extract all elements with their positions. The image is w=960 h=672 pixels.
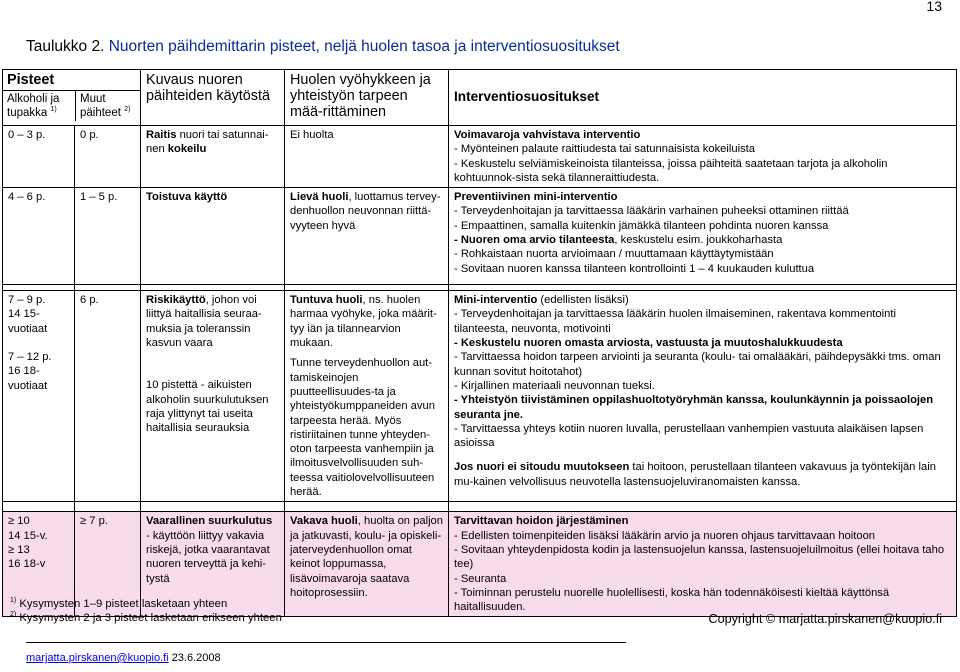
row3-int-title: Mini-interventio <box>454 294 538 307</box>
row4-muut: ≥ 7 p. <box>75 512 141 617</box>
row4-interventio <box>449 512 957 617</box>
row-gap <box>3 502 957 512</box>
list-item: - Kirjallinen materiaali neuvonnan tueksi. <box>454 379 655 392</box>
list-item: - Terveydenhoitajan ja tarvittaessa lääkärin varhainen puheeksi ottaminen riittää <box>454 205 849 218</box>
list-item: - Keskustelu selviämiskeinoista tilanteissa, joissa päihteitä saatetaan tarjota ja alkoholin kohtuunnok-sista sekä tilanneraittiudesta. <box>454 157 888 184</box>
footer-date: 23.6.2008 <box>171 652 221 664</box>
header-subtable <box>3 90 140 121</box>
list-item: - Keskustelu nuoren omasta arviosta, vastuusta ja muutoshalukkuudesta <box>454 337 843 350</box>
row2-alkoholi: 4 – 6 p. <box>3 188 75 285</box>
list-item: Jos nuori ei sitoudu muutokseen tai hoitoon, perustellaan tilanteen vakavuus ja työntekijän lain mu-kainen velvollisuus neuvotella lastensuojeluviranomaisten kanssa. <box>454 461 936 488</box>
footer <box>26 652 221 664</box>
row4-kuvaus: Vaarallinen suurkulutus - käyttöön liittyy vakavia riskejä, jotka vaarantavat nuoren terveyttä ja kehi-tystä <box>141 512 285 617</box>
table-title <box>26 38 620 56</box>
table-caption: Nuorten päihdemittarin pisteet, neljä huolen tasoa ja interventiosuositukset <box>108 38 620 55</box>
list-item: - Seuranta <box>454 572 507 585</box>
row3-muut: 6 p. <box>75 291 141 502</box>
list-item: - Sovitaan yhteydenpidosta kodin ja lastensuojelun kanssa, lastensuojeluilmoitus (ellei hoitava taho tee) <box>454 543 945 571</box>
row2-huoli: Lievä huoli, luottamus tervey-denhuollon neuvonnan riittä-vyyteen hyvä <box>285 188 449 285</box>
page-number: 13 <box>926 0 942 14</box>
table-row <box>3 188 957 285</box>
list-item: - Rohkaistaan nuorta arvioimaan / muuttamaan käyttäytymistään <box>454 248 774 261</box>
row2-int-title: Preventiivinen mini-interventio <box>454 191 618 204</box>
header-interventio-cell <box>449 70 957 126</box>
footer-divider <box>26 642 626 643</box>
row2-muut: 1 – 5 p. <box>75 188 141 285</box>
list-item: - Tarvittaessa hoidon tarpeen arviointi ja seuranta (koulu- tai omalääkäri, päihdepysäkki tms. oman kunnan sovitut hoitotahot) <box>454 351 941 378</box>
footnote-2: $^{2)}$ Kysymysten 2 ja 3 pisteet lasketaan erikseen yhteen <box>10 611 282 624</box>
header-muut: Muut päihteet $^{2)}$ <box>80 93 131 119</box>
row3-alkoholi: 7 – 9 p. 14 15- vuotiaat 7 – 12 p. 16 18- vuotiaat <box>3 291 75 502</box>
table-header-row <box>3 70 957 126</box>
header-pisteet: Pisteet <box>7 72 55 88</box>
footnote-1: $^{1)}$ Kysymysten 1–9 pisteet lasketaan yhteen <box>10 597 228 610</box>
row1-alkoholi: 0 – 3 p. <box>3 126 75 188</box>
copyright-text: Copyright © marjatta.pirskanen@kuopio.fi <box>708 612 942 626</box>
header-pisteet-cell <box>3 70 141 126</box>
row2-kuvaus: Toistuva käyttö <box>141 188 285 285</box>
header-alkoholi: Alkoholi ja tupakka $^{1)}$ <box>7 93 60 119</box>
list-item: - Myönteinen palaute raittiudesta tai satunnaisista kokeiluista <box>454 143 755 156</box>
row1-huoli: Ei huolta <box>285 126 449 188</box>
header-muut-cell <box>76 91 141 122</box>
header-kuvaus: Kuvaus nuoren päihteiden käytöstä <box>146 72 271 104</box>
row4-huoli: Vakava huoli, huolta on paljon ja jatkuvasti, koulu- ja opiskeli-jaterveydenhuollon omat keinot loppumassa, lisävoimavaroja saatava hoitoprosessiin. <box>285 512 449 617</box>
list-item: - Empaattinen, samalla kuitenkin jämäkkä tilanteen pohdinta nuoren kanssa <box>454 219 829 232</box>
list-item: - Toiminnan perustelu nuorelle huolellisesti, koska hän todennäköisesti kieltää käyttönsä haitallisuuden. <box>454 586 890 614</box>
table-row <box>3 291 957 502</box>
list-item: - Yhteistyön tiivistäminen oppilashuoltotyöryhmän kanssa, koulunkäynnin ja poissaolojen seuranta jne. <box>454 394 934 421</box>
list-item: - Terveydenhoitajan ja tarvittaessa lääkärin huolen ilmaiseminen, rakentava kommentointi tilanteesta, neuvonta, motivointi <box>454 308 896 335</box>
row3-kuvaus: Riskikäyttö, johon voi liittyä haitallisia seuraa-muksia ja toleranssin kasvun vaara 10 pistettä - aikuisten alkoholin suurkulutuksen raja ylittynyt tai useita haitallisia seurauksia <box>141 291 285 502</box>
row2-interventio <box>449 188 957 285</box>
row4-int-title: Tarvittavan hoidon järjestäminen <box>454 515 629 528</box>
list-item: - Edellisten toimenpiteiden lisäksi lääkärin arvio ja nuoren ohjaus tarvittavaan hoitoon <box>454 529 876 542</box>
list-item: - Nuoren oma arvio tilanteesta, keskustelu esim. joukkoharhasta <box>454 234 783 247</box>
list-item: - Sovitaan nuoren kanssa tilanteen kontrollointi 1 – 4 kuukauden kuluttua <box>454 262 815 275</box>
header-huolen: Huolen vyöhykkeen ja yhteistyön tarpeen mää-rittäminen <box>290 72 431 120</box>
list-item: - Tarvittaessa yhteys kotiin nuoren luvalla, perustellaan vanhempien vastuuta alaikäisen lapsen asioissa <box>454 422 924 450</box>
row1-kuvaus: Raitis nuori tai satunnai-nen kokeilu <box>141 126 285 188</box>
header-interventio: Interventiosuositukset <box>454 89 600 105</box>
table-row <box>3 126 957 188</box>
row1-interventio <box>449 126 957 188</box>
table-number: Taulukko 2. <box>26 38 105 55</box>
row3-huoli: Tuntuva huoli, ns. huolen harmaa vyöhyke, joka määrit-tyy iän ja tilannearvion mukaan. Tunne terveydenhuollon aut-tamiskeinojen puutteellisuudes-ta ja yhteistyökumppaneiden avun tarpeesta herää. Myös ristiriitainen tunne yhteyden-oton tarpeesta vanhempiin ja ilmoitusvelvollisuuden suh-teessa vaitiolovelvollisuuteen herää. <box>285 291 449 502</box>
row1-int-title: Voimavaroja vahvistava interventio <box>454 129 641 141</box>
row4-alkoholi: ≥ 10 14 15-v. ≥ 13 16 18-v <box>3 512 75 617</box>
footer-email-link[interactable]: marjatta.pirskanen@kuopio.fi <box>26 652 169 664</box>
row1-muut: 0 p. <box>75 126 141 188</box>
header-kuvaus-cell <box>141 70 285 126</box>
header-alkoholi-cell <box>3 91 76 122</box>
row3-interventio: Mini-interventio (edellisten lisäksi) - Terveydenhoitajan ja tarvittaessa lääkärin huolen ilmaiseminen, rakentava kommentointi tilanteesta, neuvonta, motivointi - Keskustelu nuoren omasta arviosta, vastuusta ja muutoshalukkuudesta - Tarvittaessa hoidon tarpeen arviointi ja seuranta (koulu- tai omalääkäri, päihdepysäkki tms. oman kunnan sovitut hoitotahot) - Kirjallinen materiaali neuvonnan tueksi. - Yhteistyön tiivistäminen oppilashuoltotyöryhmän kanssa, koulunkäynnin ja poissaolojen seuranta jne. - Tarvittaessa yhteys kotiin nuoren luvalla, perustellaan vanhempien vastuuta alaikäisen lapsen asioissa Jos nuori ei sitoudu muutokseen tai hoitoon, perustellaan tilanteen vakavuus ja työntekijän lain mu-kainen velvollisuus neuvotella lastensuojeluviranomaisten kanssa. <box>449 291 957 502</box>
header-huolen-cell <box>285 70 449 126</box>
score-table <box>2 69 957 617</box>
